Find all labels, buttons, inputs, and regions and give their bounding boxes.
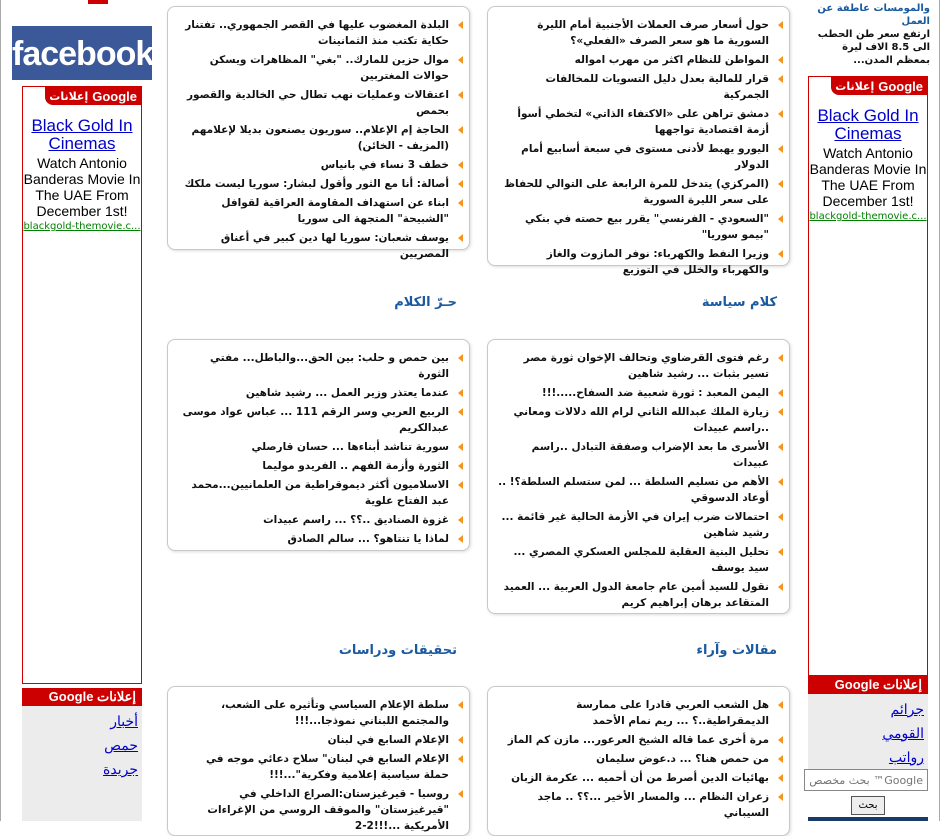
left-links-panel <box>22 688 142 821</box>
headline-link[interactable]: هل الشعب العربي قادرا على ممارسة الديمقراطية..؟ ... ريم نمام الأحمد <box>498 697 775 729</box>
ad-header <box>23 87 141 105</box>
ad-title-link[interactable]: Black Gold In Cinemas <box>31 116 133 153</box>
news-box-local <box>167 6 470 260</box>
headline-link[interactable]: نقول للسيد أمين عام جامعة الدول العربية ... العميد المتقاعد برهان إبراهيم كريم <box>498 579 775 611</box>
ad-link-homs[interactable]: حمص <box>104 738 138 754</box>
news-box-economy <box>487 6 790 276</box>
left-google-ad <box>22 86 142 684</box>
headline-link[interactable]: روسيا - قيرغيزستان:الصراع الداخلي في "قيرغيزستان" والموقف الروسي من الإغراءات الأمريكية ...!!!2-2 <box>178 786 455 834</box>
headline-link[interactable]: يوسف شعبان: سوريا لها دين كبير في أعناق المصريين <box>178 230 455 262</box>
headline-link[interactable]: اليورو يهبط لأدنى مستوى في سبعة أسابيع أمام الدولار <box>498 141 775 173</box>
right-google-ad <box>808 76 928 676</box>
headline-link[interactable]: زعران النظام ... والمسار الأخير ...؟؟ .. ماجد السيباني <box>498 789 775 821</box>
headline-link[interactable]: الإعلام السابع في لبنان" سلاح دعائي موجه في حملة سياسية إعلامية وفكرية"...!!! <box>178 751 455 783</box>
headline-link[interactable]: احتمالات ضرب إيران في الأزمة الحالية غير قائمة ... رشيد شاهين <box>498 509 775 541</box>
headline-link[interactable]: اليمن المعبد : ثورة شعبية ضد السفاح.....!!! <box>498 385 775 401</box>
headline-link[interactable]: الربيع العربي وسر الرقم 111 ... عباس عواد موسى عبدالكريم <box>178 404 455 436</box>
headline-link[interactable]: الإعلام السابع في لبنان <box>178 732 455 748</box>
headline-link[interactable]: وزيرا النفط والكهرباء: نوفر المازوت والغاز والكهرباء والخلل في التوزيع <box>498 246 775 278</box>
headline-link[interactable]: رغم فتوى القرضاوي وتحالف الإخوان ثورة مصر تسير بثبات ... رشيد شاهين <box>498 350 775 382</box>
ad-header <box>809 77 927 95</box>
news-box-hurr-alkalam <box>167 339 470 551</box>
right-top-news <box>806 2 930 67</box>
headline-link[interactable]: قرار للمالية بعدل دليل التسويات للمخالفات الجمركية <box>498 71 775 103</box>
headline-link[interactable]: المواطن للنظام اكثر من مهرب امواله <box>498 52 775 68</box>
headline-link[interactable]: سلطة الإعلام السياسي وتأثيره على الشعب، والمجتمع اللبناني نموذجا...!!! <box>178 697 455 729</box>
ad-description: Watch Antonio Banderas Movie In The UAE From December 1st! <box>23 155 141 219</box>
section-title-hurr-alkalam[interactable]: حـرّ الكلام <box>394 295 457 310</box>
headline-link[interactable]: من حمص هنا؟ ... د.عوض سليمان <box>498 751 775 767</box>
ad-link-newspaper[interactable]: جريدة <box>103 762 138 778</box>
header-fragment <box>88 0 108 4</box>
headline-list <box>178 350 455 547</box>
ad-label: إعلانات Google <box>45 87 141 105</box>
right-top-line1[interactable]: والمومسات عاطفة عن العمل <box>817 3 930 27</box>
headline-link[interactable]: بهائيات الدين أصرط من أن أحميه ... عكرمة الزبان <box>498 770 775 786</box>
headline-list <box>498 350 775 611</box>
headline-link[interactable]: غزوة الصناديق ..؟؟ ... راسم عبيدات <box>178 512 455 528</box>
right-top-line2[interactable]: ارتفع سعر طن الحطب الى 8.5 الاف ليرة بمعظم المدن... <box>817 29 930 66</box>
headline-link[interactable]: أصالة: أنا مع الثور وأقول لبشار: سوريا ليست ملكك <box>178 176 455 192</box>
right-bottom-bar <box>808 817 928 821</box>
ad-link-crimes[interactable]: جرائم <box>890 702 924 718</box>
news-box-kalam-siyasa <box>487 339 790 614</box>
headline-link[interactable]: الأهم من تسليم السلطة ... لمن ستسلم السلطة؟! .. أوعاد الدسوقي <box>498 474 775 506</box>
news-box-maqalat <box>487 686 790 836</box>
headline-link[interactable]: عندما يعتذر وزير العمل ... رشيد شاهين <box>178 385 455 401</box>
headline-list <box>178 697 455 834</box>
headline-link[interactable]: زيارة الملك عبدالله الثاني لرام الله دلالات ومعاني ..راسم عبيدات <box>498 404 775 436</box>
headline-link[interactable]: مرة أخرى عما قاله الشيخ العرعور... مازن كم الماز <box>498 732 775 748</box>
headline-link[interactable]: بين حمص و حلب: بين الحق...والباطل... مفتي الثورة <box>178 350 455 382</box>
headline-link[interactable]: ابناء عن استهداف المقاومة العراقية لقوافل "الشبيحة" المتجهة الى سوريا <box>178 195 455 227</box>
headline-link[interactable]: الحاجة إم الإعلام.. سوريون يصنعون بديلا لإعلامهم (المزيف - الخائن) <box>178 122 455 154</box>
headline-link[interactable]: سورية تناشد أبناءها ... حسان قارصلي <box>178 439 455 455</box>
ad-url[interactable]: blackgold-themovie.c... <box>23 221 141 232</box>
headline-link[interactable]: تحليل البنية العقلية للمجلس العسكري المصري ... سيد يوسف <box>498 544 775 576</box>
ad-title-link[interactable]: Black Gold In Cinemas <box>817 106 919 143</box>
headline-list <box>498 697 775 821</box>
search-input[interactable] <box>804 769 928 791</box>
headline-link[interactable]: خطف 3 نساء في بانياس <box>178 157 455 173</box>
headline-link[interactable]: لماذا يا تنتاهو؟ ... سالم الصادق <box>178 531 455 547</box>
headline-list <box>178 17 455 262</box>
ad-description: Watch Antonio Banderas Movie In The UAE From December 1st! <box>809 145 927 209</box>
headline-link[interactable]: الاسلاميون أكثر ديموقراطية من العلمانيين...محمد عبد الفتاح علوية <box>178 477 455 509</box>
ad-link-salaries[interactable]: رواتب <box>888 750 924 766</box>
headline-link[interactable]: الأسرى ما بعد الإضراب وصفقة التبادل ..راسم عبيدات <box>498 439 775 471</box>
links-header: إعلانات Google <box>22 688 142 706</box>
headline-link[interactable]: "السعودي - الفرنسي" يقرر بيع حصته في بنكي "بيمو سوريا" <box>498 211 775 243</box>
headline-list <box>498 17 775 278</box>
section-title-kalam-siyasa[interactable]: كلام سياسة <box>701 295 777 310</box>
ad-link-national[interactable]: القومي <box>882 726 924 742</box>
headline-link[interactable]: حول أسعار صرف العملات الأجنبية أمام الليرة السورية ما هو سعر الصرف «الفعلي»؟ <box>498 17 775 49</box>
section-title-maqalat[interactable]: مقالات وآراء <box>696 643 777 658</box>
facebook-logo[interactable]: facebook <box>12 26 152 80</box>
ad-link-news[interactable]: أخبار <box>110 714 138 730</box>
headline-link[interactable]: (المركزي) يتدخل للمرة الرابعة على التوالي للحفاظ على سعر الليرة السورية <box>498 176 775 208</box>
links-header: إعلانات Google <box>808 676 928 694</box>
links-list <box>22 706 142 821</box>
links-list <box>808 694 928 780</box>
headline-link[interactable]: موال حزين للمارك.. "بغي" المظاهرات ويسكن حوالات المغتربين <box>178 52 455 84</box>
headline-link[interactable]: الثورة وأزمة الفهم .. الفريدو موليما <box>178 458 455 474</box>
headline-link[interactable]: دمشق تراهن على «الاكتفاء الذاتي» لتخطي أسوأ أزمة اقتصادية تواجهها <box>498 106 775 138</box>
ad-url[interactable]: blackgold-themovie.c... <box>809 211 927 222</box>
section-title-tahqiqat[interactable]: تحقيقات ودراسات <box>338 643 457 658</box>
search-button[interactable]: بحث <box>851 796 885 815</box>
ad-label: إعلانات Google <box>831 77 927 95</box>
headline-link[interactable]: البلدة المغضوب عليها في القصر الجمهوري.. تفتنار حكاية تكتب منذ الثمانينات <box>178 17 455 49</box>
news-box-tahqiqat <box>167 686 470 836</box>
headline-link[interactable]: اعتقالات وعمليات نهب تطال حي الخالدية والقصور بحمص <box>178 87 455 119</box>
